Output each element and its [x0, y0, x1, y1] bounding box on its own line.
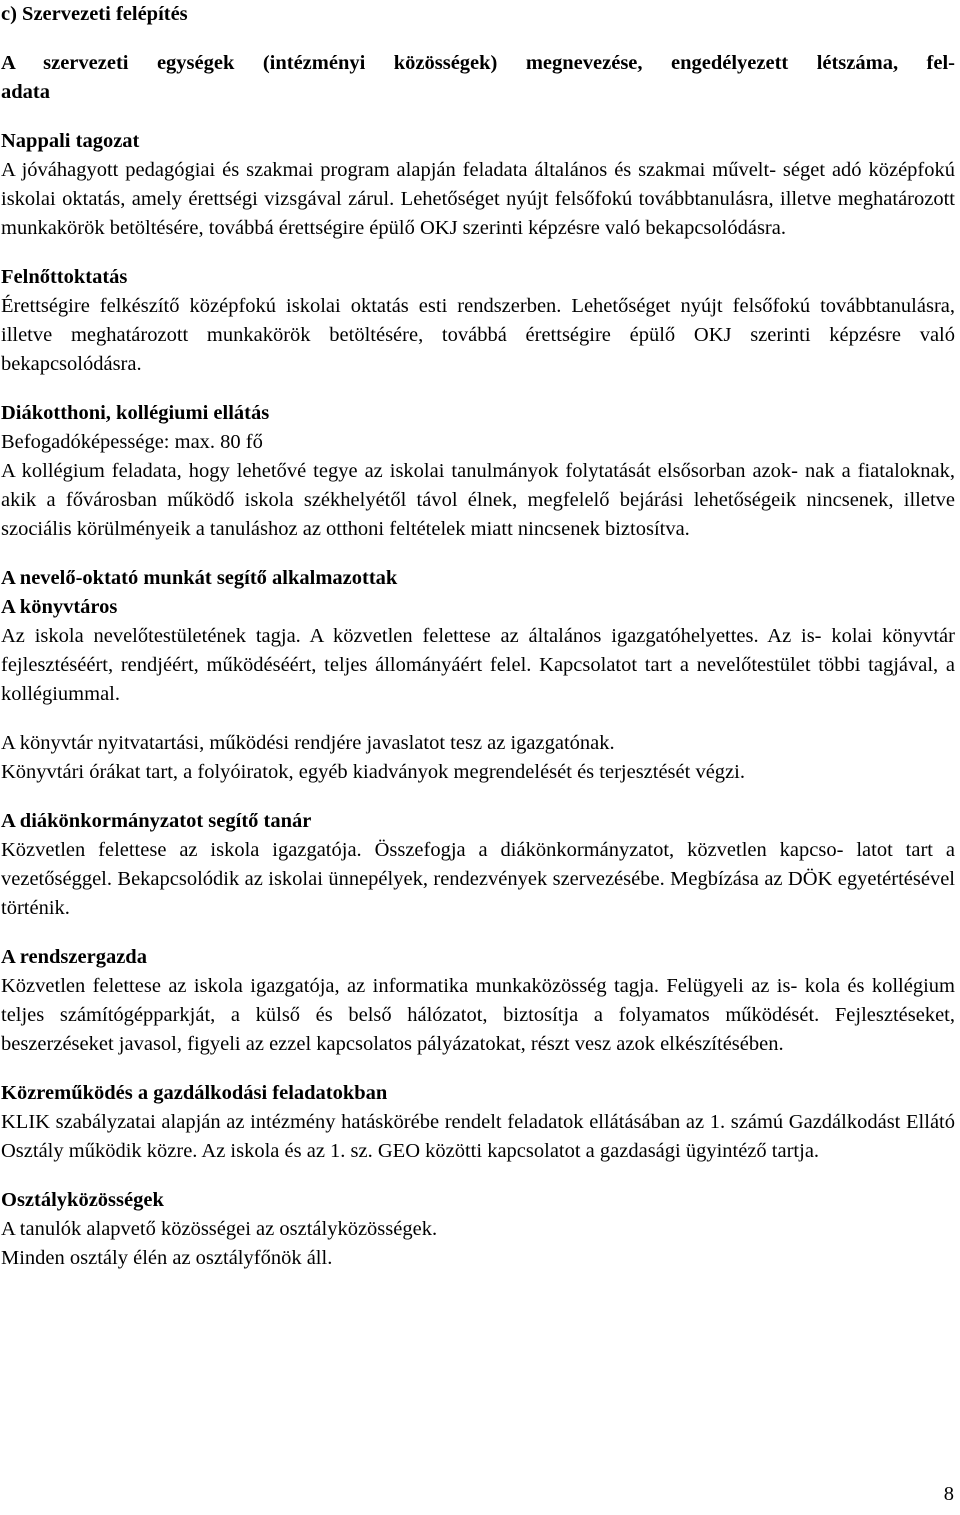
page-number: 8 — [943, 1483, 954, 1505]
gazdalkodas-heading: Közreműködés a gazdálkodási feladatokban — [1, 1082, 388, 1104]
units-heading-line1: A szervezeti egységek (intézményi közösségek) megnevezése, engedélyezett létszáma, fel- — [1, 52, 955, 74]
osztaly-line1: A tanulók alapvető közösségei az osztályközösségek. — [1, 1218, 438, 1240]
dok-heading: A diákönkormányzatot segítő tanár — [1, 810, 312, 832]
segito-heading: A nevelő-oktató munkát segítő alkalmazottak — [1, 567, 398, 589]
rendszergazda-text: Közvetlen felettese az iskola igazgatója, az informatika munkaközösség tagja. Felügyeli az is- kola és kollégium teljes számítógépparkját, a külső és belső hálózatot, biztosítja a folyamatos működését. Fejlesztéseket, beszerzéseket javasol, figyeli az ezzel kapcsolatos pályázatokat, részt vesz azok elkészítésében. — [1, 975, 955, 1055]
felnott-text: Érettségire felkészítő középfokú iskolai oktatás esti rendszerben. Lehetőséget nyújt felsőfokú továbbtanulásra, illetve meghatározott munkakörök betöltésére, továbbá érettségire épülő OKJ szerinti képzésre való bekapcsolódásra. — [1, 295, 955, 375]
konyvtaros-text2-line1: A könyvtár nyitvatartási, működési rendjére javaslatot tesz az igazgatónak. — [1, 732, 615, 754]
rendszergazda-heading: A rendszergazda — [1, 946, 147, 968]
osztaly-line2: Minden osztály élén az osztályfőnök áll. — [1, 1247, 333, 1269]
section-title: c) Szervezeti felépítés — [1, 3, 188, 25]
konyvtaros-heading: A könyvtáros — [1, 596, 118, 618]
nappali-heading: Nappali tagozat — [1, 130, 140, 152]
diakotthon-text: A kollégium feladata, hogy lehetővé tegye az iskolai tanulmányok folytatását elsősorban azok- nak a fiataloknak, akik a fővárosban működő iskola székhelyétől távol élnek, megfelelő bejárási lehetőségeik nincsenek, illetve szociális körülményeik a tanuláshoz az otthoni feltételek miatt nincsenek biztosítva. — [1, 460, 955, 540]
units-heading-line2: adata — [1, 81, 50, 103]
nappali-text: A jóváhagyott pedagógiai és szakmai program alapján feladata általános és szakmai művelt- séget adó középfokú iskolai oktatás, amely érettségi vizsgával zárul. Lehetőséget nyújt felsőfokú továbbtanulásra, illetve meghatározott munkakörök betöltésére, továbbá érettségire épülő OKJ szerinti képzésre való bekapcsolódásra. — [1, 159, 955, 239]
units-heading — [1, 49, 955, 107]
diakotthon-heading: Diákotthoni, kollégiumi ellátás — [1, 402, 270, 424]
gazdalkodas-text: KLIK szabályzatai alapján az intézmény hatáskörébe rendelt feladatok ellátásában az 1. számú Gazdálkodást Ellátó Osztály működik közre. Az iskola és az 1. sz. GEO közötti kapcsolatot a gazdasági ügyintéző tartja. — [1, 1111, 955, 1162]
osztaly-heading: Osztályközösségek — [1, 1189, 164, 1211]
konyvtaros-text: Az iskola nevelőtestületének tagja. A közvetlen felettese az általános igazgatóhelyettes. Az is- kolai könyvtár fejlesztéséért, rendjéért, működéséért, teljes állományáért felel. Kapcsolatot tart a nevelőtestület többi tagjával, a kollégiummal. — [1, 625, 955, 705]
konyvtaros-text2-line2: Könyvtári órákat tart, a folyóiratok, egyéb kiadványok megrendelését és terjesztését végzi. — [1, 761, 745, 783]
dok-text: Közvetlen felettese az iskola igazgatója. Összefogja a diákönkormányzatot, közvetlen kapcso- latot tart a vezetőséggel. Bekapcsolódik az iskolai ünnepélyek, rendezvények szervezésébe. Megbízása az DÖK egyetértésével történik. — [1, 839, 955, 919]
diakotthon-capacity: Befogadóképessége: max. 80 fő — [1, 431, 263, 453]
felnott-heading: Felnőttoktatás — [1, 266, 128, 288]
